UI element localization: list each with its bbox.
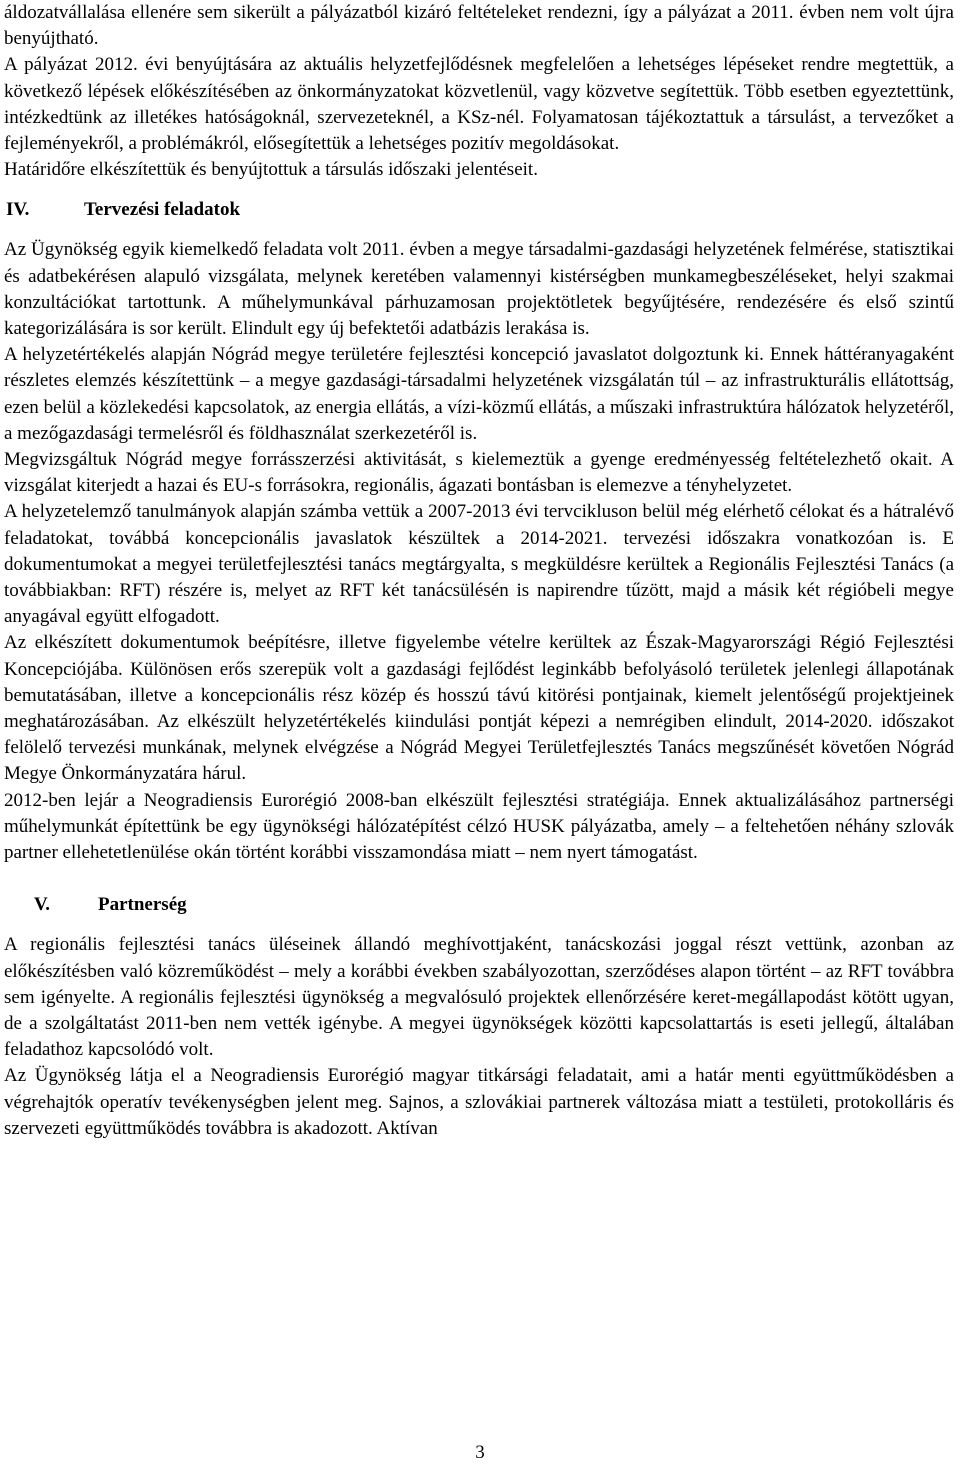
- page-number: 3: [475, 1442, 485, 1463]
- paragraph-iv-6: 2012-ben lejár a Neogradiensis Eurorégió 2008-ban elkészült fejlesztési stratégiája. Ennek aktualizálásához partnerségi műhelymunkát építettünk be egy ügynökségi hálózatépítést célzó HUSK pályázatba, amely – a feltehetően néhány szlovák partner ellehetetlenülése okán történt korábbi visszamondása miatt – nem nyert támogatást.: [4, 789, 954, 864]
- paragraph-iv-4: A helyzetelemző tanulmányok alapján számba vettük a 2007-2013 évi tervcikluson belül még elérhető célokat és a hátralévő feladatokat, továbbá koncepcionális javaslatok készültek a 2014-2021. tervezési időszakra vonatkozóan is. E dokumentumokat a megyei területfejlesztési tanács megtárgyalta, s megküldésre kerültek a Regionális Fejlesztési Tanács (a továbbiakban: RFT) részére is, melyet az RFT két tanácsülésén is napirendre tűzött, majd a másik két régióbeli megye anyagával együtt elfogadott.: [4, 501, 954, 628]
- paragraph-iv-5: Az elkészített dokumentumok beépítésre, illetve figyelembe vételre kerültek az Észak-Magyarországi Régió Fejlesztési Koncepciójába. Különösen erős szerepük volt a gazdasági fejlődést leginkább befolyásoló területek jelenlegi állapotának bemutatásában, illetve a koncepcionális rész közép és hosszú távú kitörési pontjainak, kiemelt jelentőségű projektjeinek meghatározásában. Az elkészült helyzetértékelés kiindulási pontját képezi a nemrégiben elindult, 2014-2020. időszakot felölelő tervezési munkának, melynek elvégzése a Nógrád Megyei Területfejlesztés Tanács megszűnését követően Nógrád Megye Önkormányzatára hárul.: [4, 632, 954, 785]
- paragraph-top-2: A pályázat 2012. évi benyújtására az aktuális helyzetfejlődésnek megfelelően a lehetséges lépéseket rendre megtettük, a következő lépések előkészítésében az önkormányzatokat közvetlenül, vagy közvetve segítettük. Több esetben egyeztettünk, intézkedtünk az illetékes hatóságoknál, szervezeteknél, a KSz-nél. Folyamatosan tájékoztattuk a társulást, a tervezőket a fejleményekről, a problémákról, elősegítettük a lehetséges pozitív megoldásokat.: [4, 54, 954, 155]
- section-title-v: Partnerség: [98, 894, 187, 916]
- paragraph-v-1: A regionális fejlesztési tanács üléseinek állandó meghívottjaként, tanácskozási joggal részt vettünk, azonban az előkészítésben való közreműködést – mely a korábbi években szabályozottan, szerződéses alapon történt – az RFT továbbra sem igényelte. A regionális fejlesztési ügynökség a megvalósuló projektek ellenőrzésére keret-megállapodást kötött ugyan, de a szolgáltatást 2011-ben nem vették igénybe. A megyei ügynökségek közötti kapcsolattartás is eseti jellegű, általában feladathoz kapcsolódó volt.: [4, 934, 954, 1061]
- paragraph-iv-1: Az Ügynökség egyik kiemelkedő feladata volt 2011. évben a megye társadalmi-gazdasági helyzetének felmérése, statisztikai és adatbekérésen alapuló vizsgálata, melynek keretében valamennyi kistérségben munkamegbeszéléseket, helyi szakmai konzultációkat tartottunk. A műhelymunkával párhuzamosan projektötletek begyűjtésére, rendezésére és első szintű kategorizálására is sor került. Elindult egy új befektetői adatbázis lerakása is.: [4, 239, 954, 340]
- document-page: [4, 0, 954, 1142]
- paragraph-v-2: Az Ügynökség látja el a Neogradiensis Eurorégió magyar titkársági feladatait, ami a határ menti együttműködésben a végrehajtók operatív tevékenységben jelent meg. Sajnos, a szlovákiai partnerek változása miatt a testületi, protokolláris és szervezeti együttműködés továbbra is akadozott. Aktívan: [4, 1065, 954, 1139]
- section-title-iv: Tervezési feladatok: [84, 199, 241, 221]
- paragraph-iv-3: Megvizsgáltuk Nógrád megye forrásszerzési aktivitását, s kielemeztük a gyenge eredményesség feltételezhető okait. A vizsgálat kiterjedt a hazai és EU-s forrásokra, regionális, ágazati bontásban is elemezve a tényhelyzetet.: [4, 449, 954, 497]
- paragraph-iv-2: A helyzetértékelés alapján Nógrád megye területére fejlesztési koncepció javaslatot dolgoztunk ki. Ennek háttéranyagaként részletes elemzés készítettünk – a megye gazdasági-társadalmi helyzetének vizsgálatán túl – az infrastrukturális ellátottság, ezen belül a közlekedési kapcsolatok, az energia ellátás, a vízi-közmű ellátás, a műszaki infrastruktúra hálózatok helyzetéről, a mezőgazdasági termelésről és földhasználat szerkezetéről is.: [4, 344, 954, 444]
- paragraph-top-1: áldozatvállalása ellenére sem sikerült a pályázatból kizáró feltételeket rendezni, így a pályázat a 2011. évben nem volt újra benyújtható.: [4, 2, 954, 50]
- paragraph-top-3: Határidőre elkészítettük és benyújtottuk a társulás időszaki jelentéseit.: [4, 159, 538, 181]
- section-heading-iv: [4, 197, 954, 223]
- section-number-v: V.: [34, 894, 51, 916]
- section-number-iv: IV.: [6, 199, 30, 221]
- section-heading-v: [4, 892, 954, 918]
